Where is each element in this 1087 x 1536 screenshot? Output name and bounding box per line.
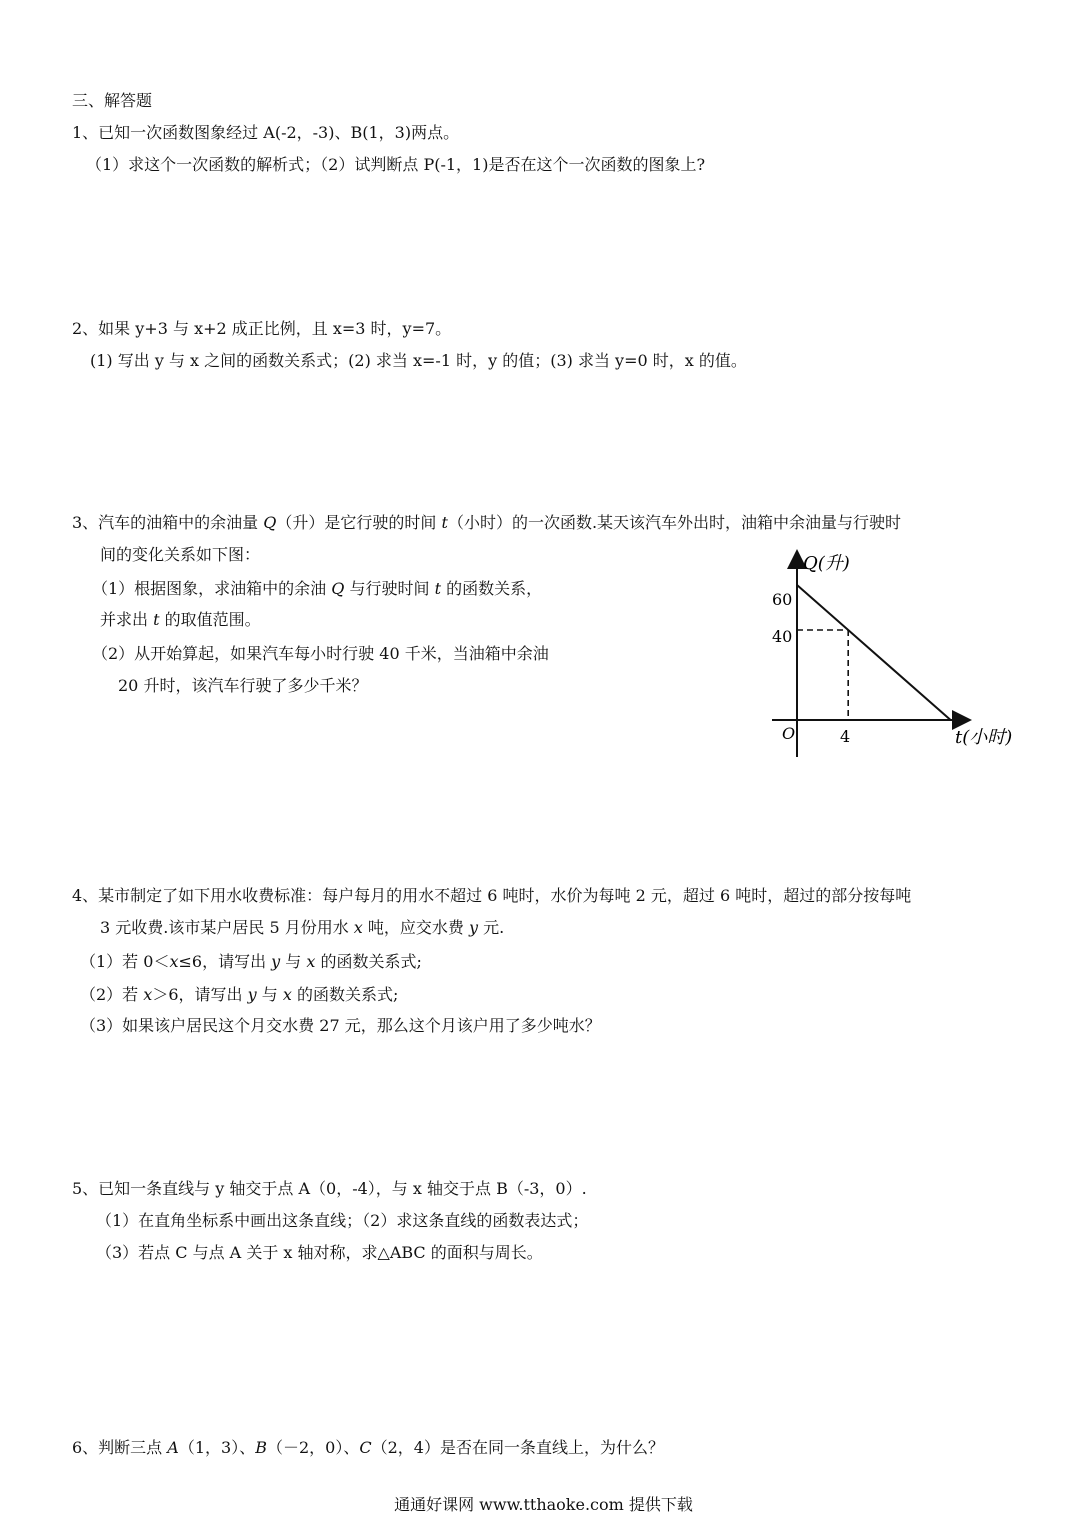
q4-stem: 4、某市制定了如下用水收费标准：每户每月的用水不超过 6 吨时，水价为每吨 2 元，超过 6 吨时，超过的部分按每吨 [72, 886, 912, 905]
q1-parts: （1）求这个一次函数的解析式；（2）试判断点 P(-1，1)是否在这个一次函数的图象上? [86, 155, 706, 174]
q4-part1: （1）若 0＜x≤6，请写出 y 与 x 的函数关系式; [80, 952, 422, 971]
q3-x-axis-label: t(小时) [955, 727, 1013, 748]
q3-x-tick-4: 4 [840, 727, 851, 746]
q6-stem: 6、判断三点 A（1，3）、B（－2，0）、C（2，4）是否在同一条直线上，为什么？ [72, 1438, 664, 1457]
q5-part1: （1）在直角坐标系中画出这条直线；（2）求这条直线的函数表达式； [96, 1211, 589, 1230]
q4-part2: （2）若 x＞6，请写出 y 与 x 的函数关系式; [80, 985, 399, 1004]
q5-stem: 5、已知一条直线与 y 轴交于点 A（0，-4），与 x 轴交于点 B（-3，0）. [72, 1179, 587, 1198]
q5-part2: （3）若点 C 与点 A 关于 x 轴对称，求△ABC 的面积与周长。 [96, 1243, 543, 1262]
page-footer: 通通好课网 www.tthaoke.com 提供下载 [394, 1495, 693, 1514]
q3-part2-cont: 20 升时，该汽车行驶了多少千米？ [118, 676, 368, 695]
q3-origin-label: O [782, 724, 796, 743]
q3-series-line [797, 585, 951, 720]
q3-stem-cont: 间的变化关系如下图： [100, 545, 261, 564]
q3-y-tick-40: 40 [772, 627, 793, 646]
q3-y-axis-label: Q(升) [803, 553, 850, 574]
section-title: 三、解答题 [72, 91, 153, 110]
q4-stem-cont: 3 元收费.该市某户居民 5 月份用水 x 吨，应交水费 y 元. [100, 918, 505, 937]
q3-graph [760, 545, 1050, 765]
q3-part2: （2）从开始算起，如果汽车每小时行驶 40 千米，当油箱中余油 [92, 644, 549, 663]
q2-parts: (1) 写出 y 与 x 之间的函数关系式；(2) 求当 x=-1 时，y 的值；(3) 求当 y=0 时，x 的值。 [90, 351, 747, 370]
q3-stem: 3、汽车的油箱中的余油量 Q（升）是它行驶的时间 t（小时）的一次函数.某天该汽车外出时，油箱中余油量与行驶时 [72, 513, 902, 532]
q2-stem: 2、如果 y+3 与 x+2 成正比例，且 x=3 时，y=7。 [72, 319, 452, 338]
q3-part1: （1）根据图象，求油箱中的余油 Q 与行驶时间 t 的函数关系， [92, 579, 543, 598]
q1-stem: 1、已知一次函数图象经过 A(-2，-3)、B(1，3)两点。 [72, 123, 460, 142]
q3-part1-cont: 并求出 t 的取值范围。 [100, 610, 261, 629]
q4-part3: （3）如果该户居民这个月交水费 27 元，那么这个月该户用了多少吨水？ [80, 1016, 601, 1035]
q3-y-tick-60: 60 [772, 590, 793, 609]
